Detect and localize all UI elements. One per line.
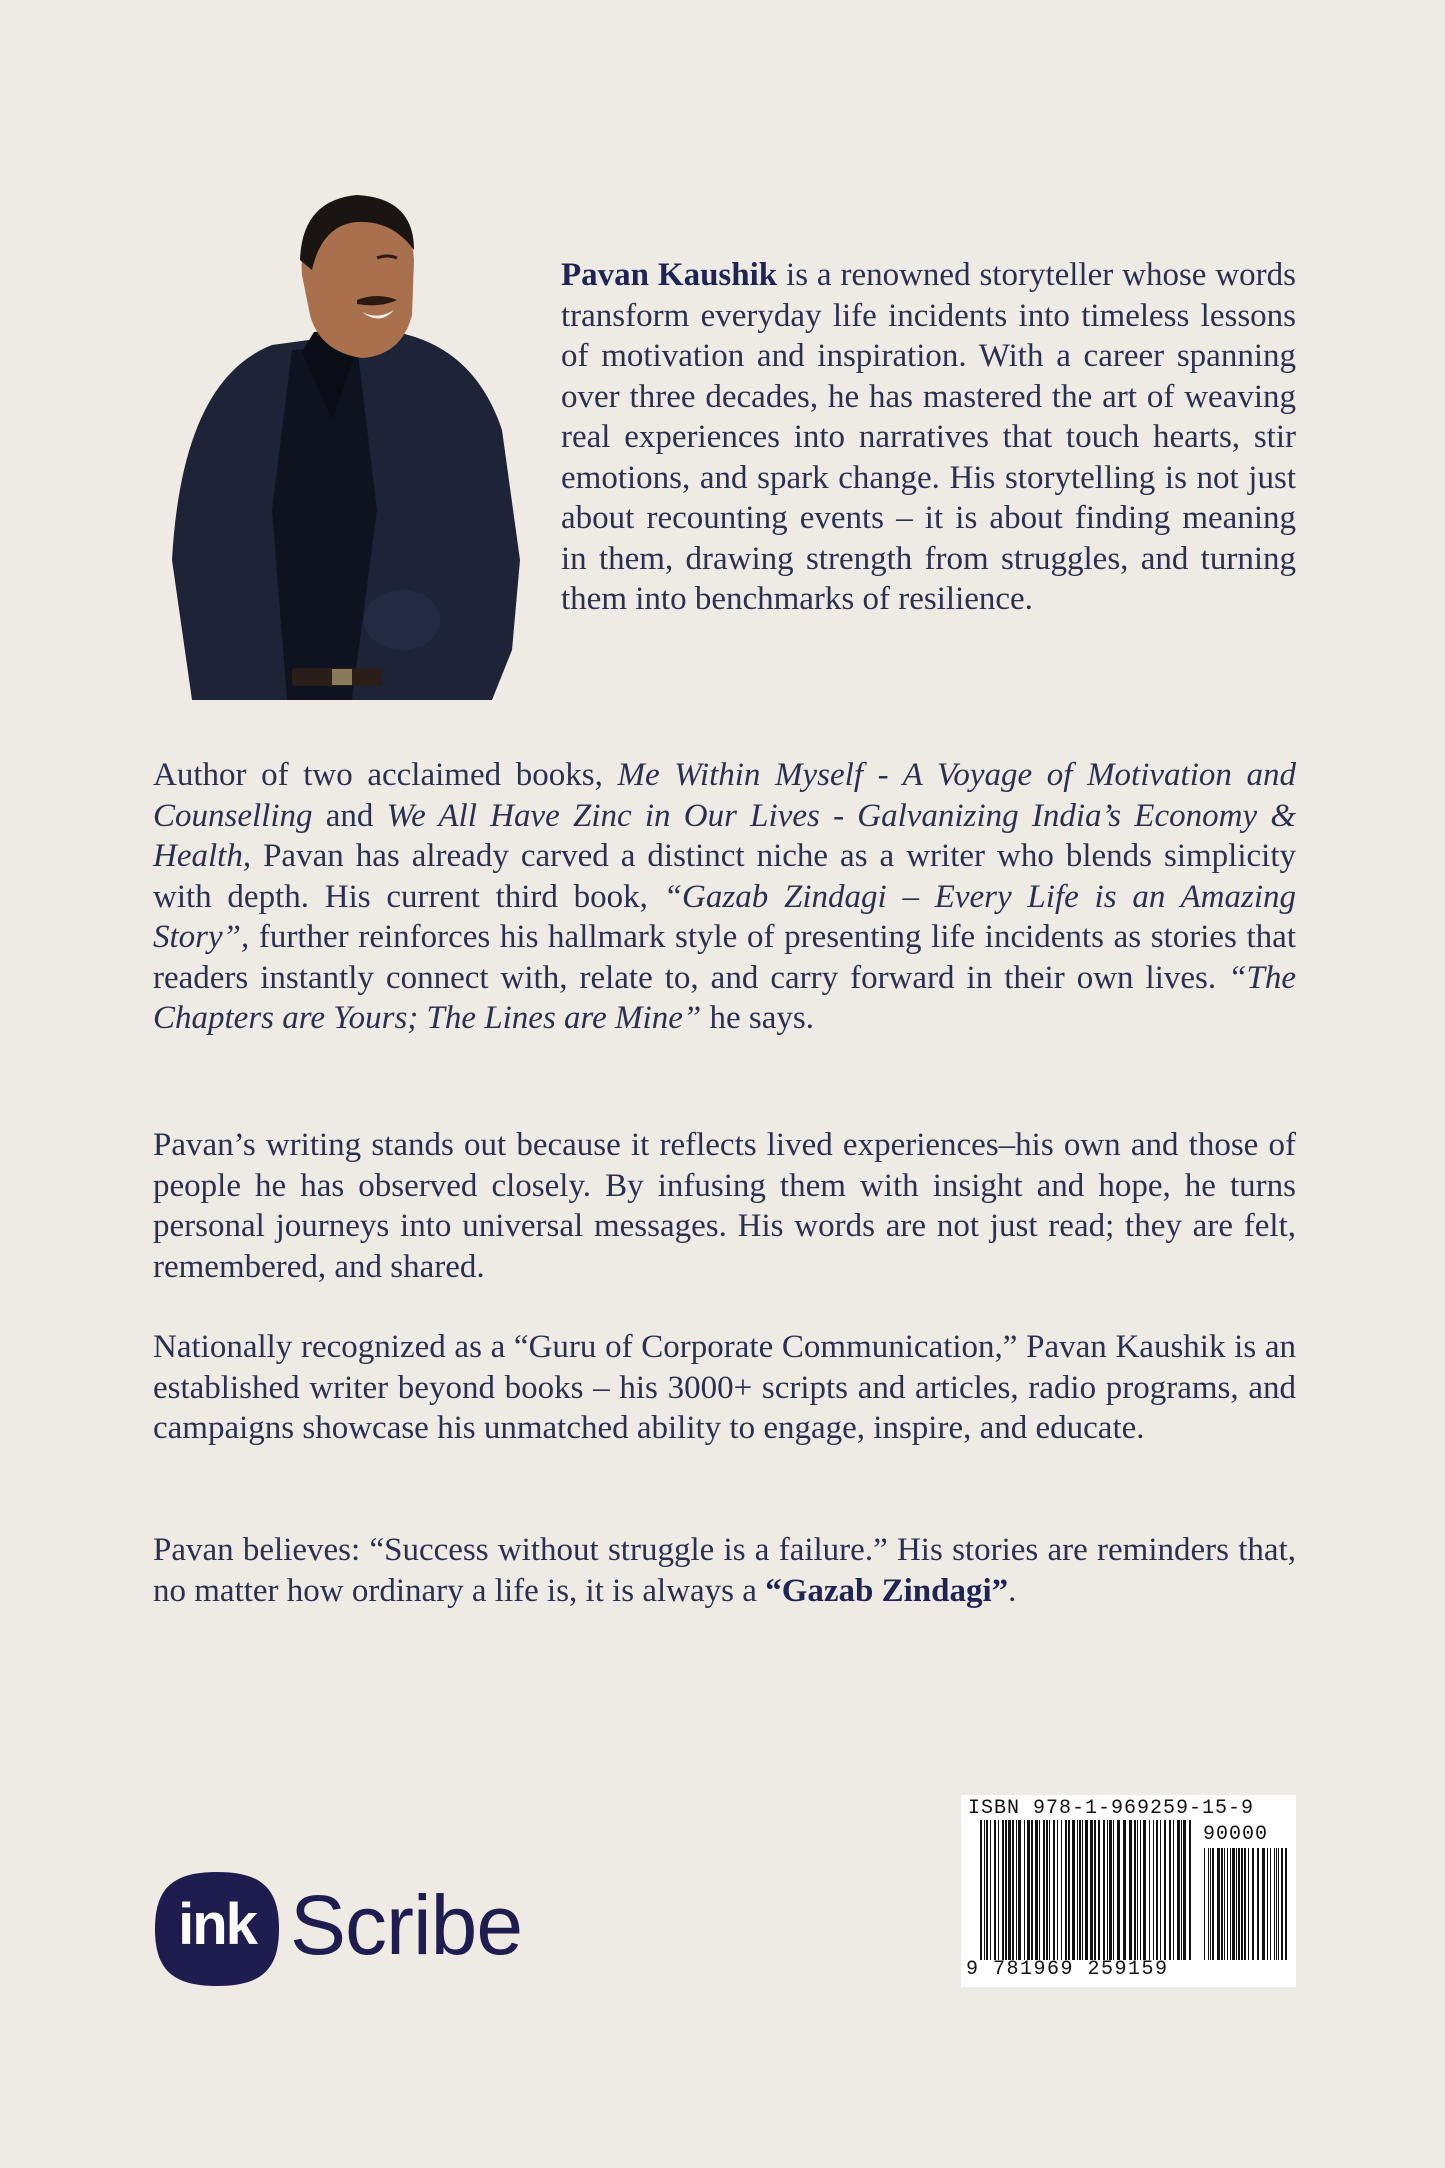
book-title-3: “Gazab Zindagi – Every Life is an Amazing Story”,	[153, 878, 1296, 955]
book-title-1: Me Within Myself - A Voyage of Motivation and Counselling	[153, 757, 1297, 834]
author-bio-text: is a renowned storyteller whose words transform everyday life incidents into timeless lessons of motivation and inspiration. With a career spanning over three decades, he has mastered the art of weaving real experiences into narratives that touch hearts, stir emotions, and spark change. His storytelling is not just about recounting events – it is about finding meaning in them, drawing strength from struggles, and turning them into benchmarks of resilience.	[561, 257, 1297, 617]
author-name: Pavan Kaushik	[561, 257, 778, 293]
author-bio-paragraph	[561, 255, 1296, 620]
belief-text-2: .	[1008, 1572, 1017, 1609]
isbn-digits: 9 781969 259159	[966, 1958, 1169, 1981]
book-title-2: We All Have Zinc in Our Lives - Galvanizing India’s Economy & Health,	[153, 797, 1296, 874]
books-text-4: further reinforces his hallmark style of presenting life incidents as stories that readers instantly connect with, relate to, and carry forward in their own lives.	[153, 919, 1296, 996]
publisher-logo-text: Scribe	[290, 1878, 523, 1972]
books-text-1: Author of two acclaimed books,	[153, 757, 618, 793]
books-paragraph	[153, 755, 1296, 1039]
author-quote: “The Chapters are Yours; The Lines are Mine”	[153, 959, 1296, 1036]
isbn-label: ISBN 978-1-969259-15-9	[968, 1797, 1255, 1820]
books-text-3: Pavan has already carved a distinct niche as a writer who blends simplicity with depth. His current third book,	[153, 838, 1296, 915]
recognition-paragraph: Nationally recognized as a “Guru of Corporate Communication,” Pavan Kaushik is an established writer beyond books – his 3000+ scripts and articles, radio programs, and campaigns showcase his unmatched ability to engage, inspire, and educate.	[153, 1329, 1296, 1446]
author-photo	[152, 180, 522, 700]
publisher-logo-mark: ink	[178, 1892, 256, 1957]
belief-text-1: Pavan believes: “Success without struggle is a failure.” His stories are reminders that, no matter how ordinary a life is, it is always a	[153, 1532, 1296, 1609]
books-text-5: he says.	[701, 1000, 814, 1036]
belief-bold: “Gazab Zindagi”	[765, 1572, 1009, 1609]
writing-paragraph: Pavan’s writing stands out because it reflects lived experiences–his own and those of people he has observed closely. By infusing them with insight and hope, he turns personal journeys into universal messages. His words are not just read; they are felt, remembered, and shared.	[153, 1127, 1296, 1285]
belief-paragraph	[153, 1530, 1296, 1611]
books-text-2: and	[312, 797, 387, 834]
price-code: 90000	[1203, 1823, 1269, 1846]
